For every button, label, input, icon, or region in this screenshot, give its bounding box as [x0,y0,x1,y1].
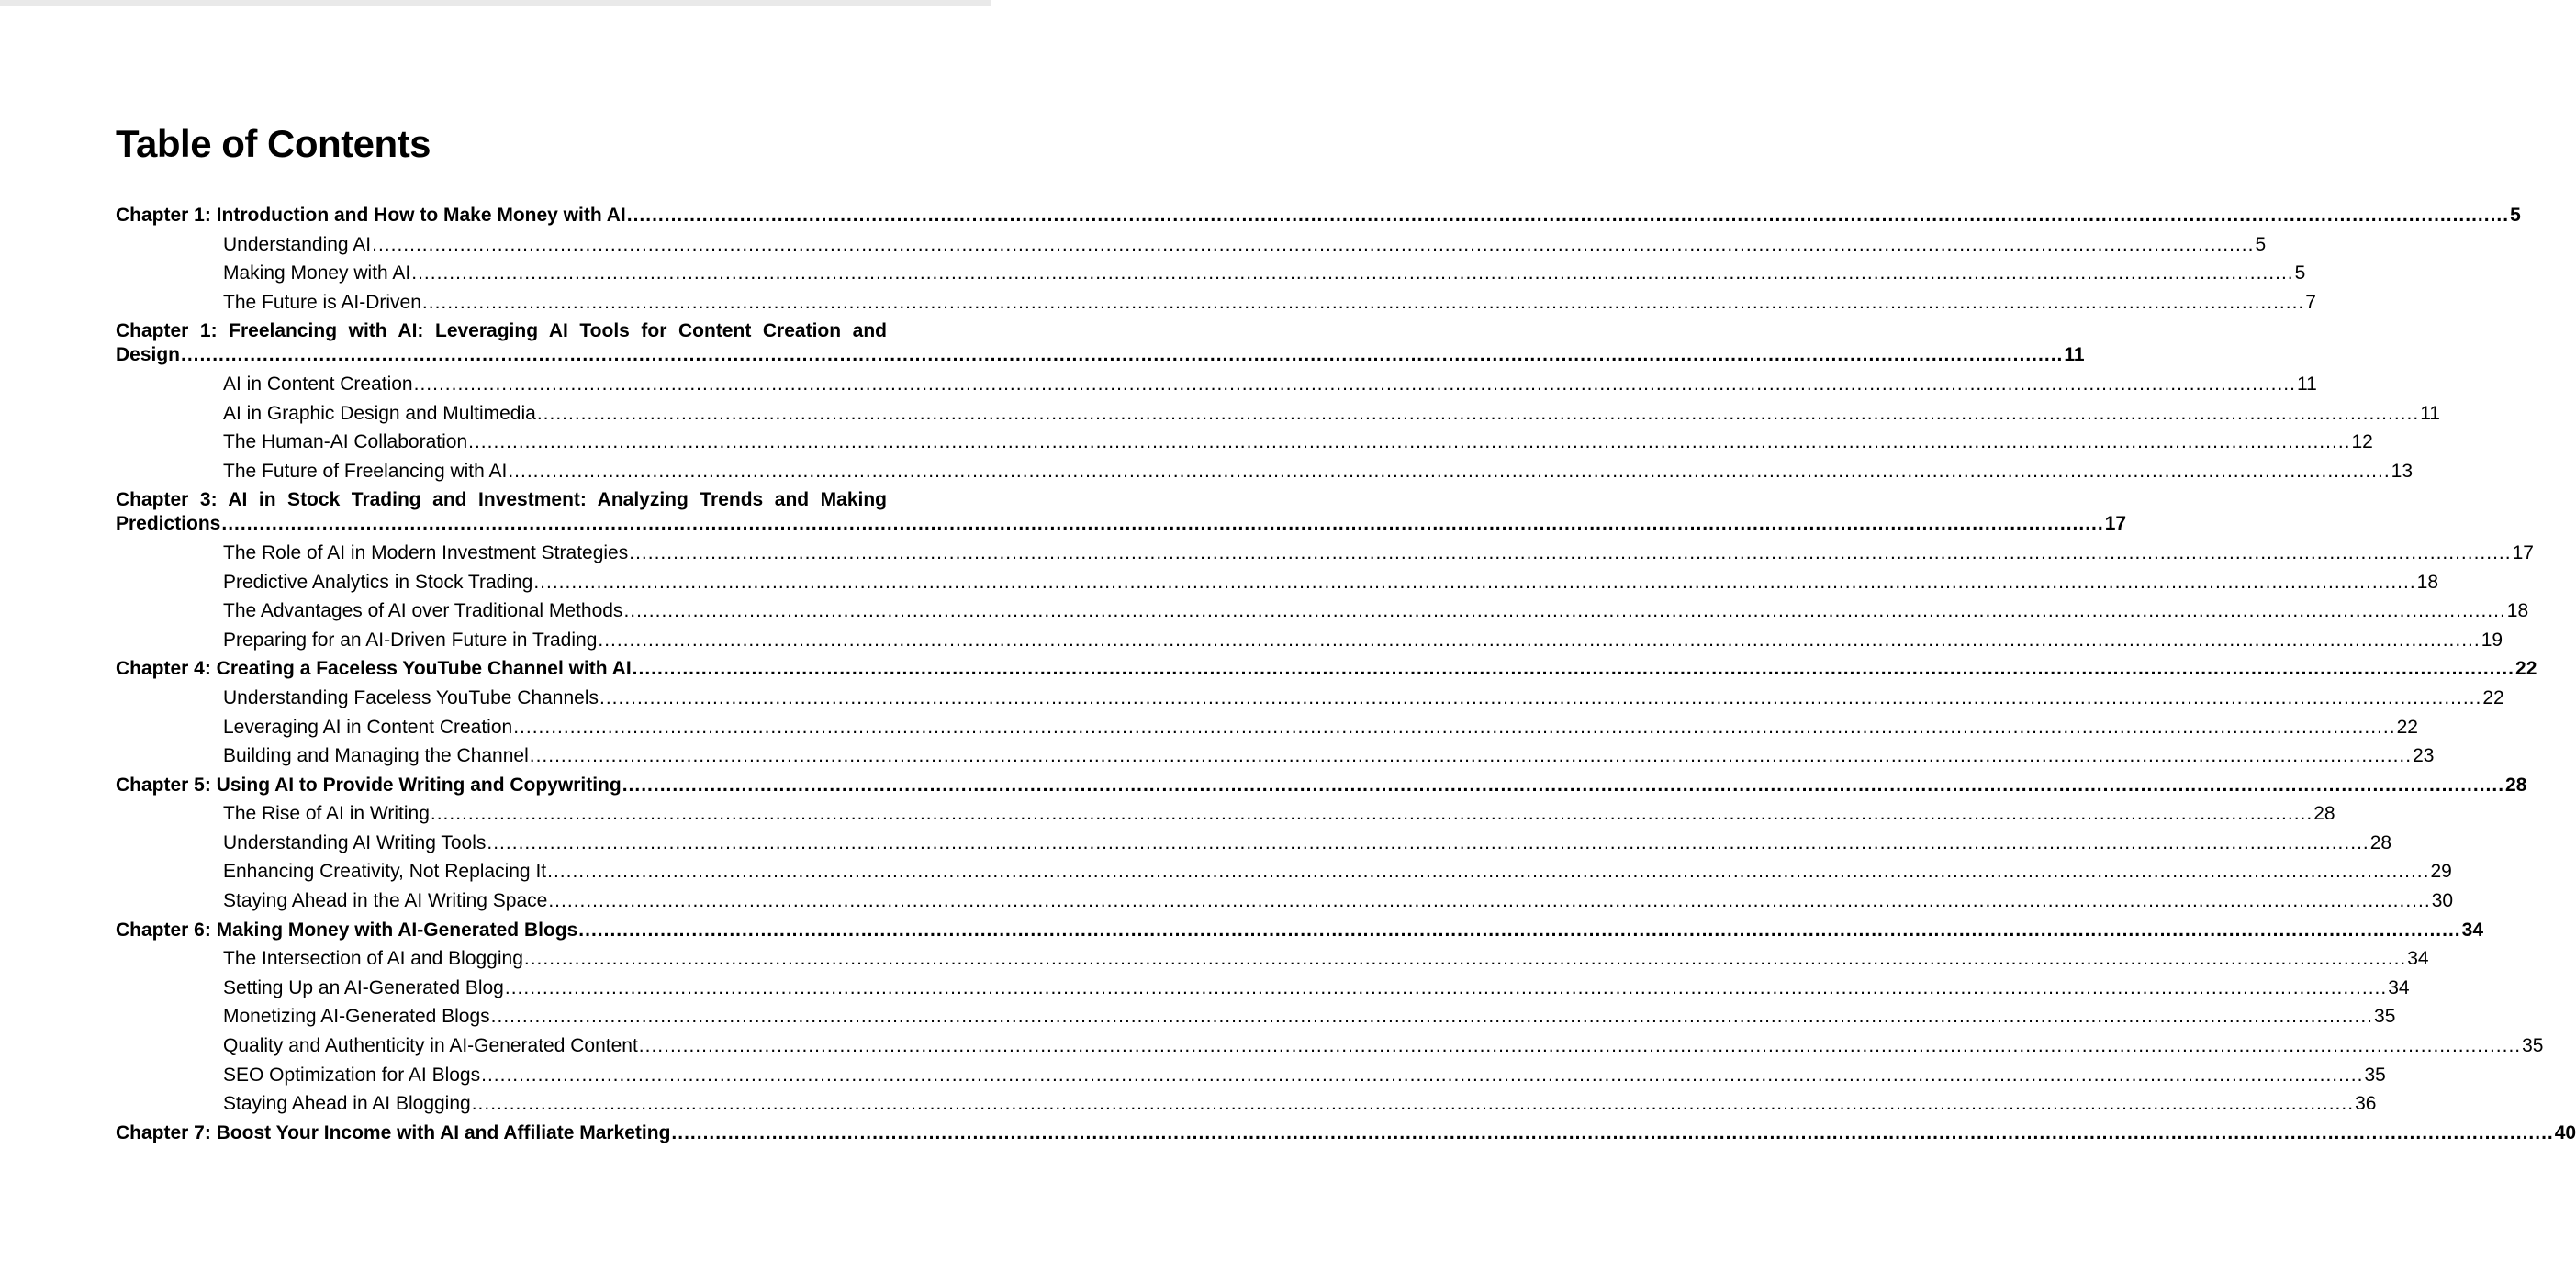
page-number: 17 [2512,541,2534,563]
chapter-title: Chapter 6: Making Money with AI-Generated Blogs [116,919,578,941]
section-title: Making Money with AI [223,262,411,284]
section-title: Leveraging AI in Content Creation [223,716,513,738]
dot-leader: ............................................................................................................................................................................................................................................................................................................ [471,1093,2355,1115]
dot-leader: ............................................................................................................................................................................................................................................................................................................ [413,373,2296,395]
page-number: 35 [2364,1064,2386,1086]
toc-section-entry[interactable] [223,886,2454,916]
dot-leader: ............................................................................................................................................................................................................................................................................................................ [181,344,2064,366]
dot-leader: ............................................................................................................................................................................................................................................................................................................ [468,431,2351,453]
dot-leader: ............................................................................................................................................................................................................................................................................................................ [421,291,2305,313]
chapter-title: Chapter 1: Introduction and How to Make Money with AI [116,205,626,226]
dot-leader: ............................................................................................................................................................................................................................................................................................................ [626,205,2510,226]
page-number: 13 [2391,460,2414,482]
toc-section-entry[interactable] [223,829,2392,858]
page-number: 22 [2515,658,2537,680]
page-number: 12 [2351,431,2373,453]
page-number: 40 [2554,1121,2576,1143]
dot-leader: ............................................................................................................................................................................................................................................................................................................ [623,600,2506,622]
page-number: 5 [2294,262,2306,284]
dot-leader: ............................................................................................................................................................................................................................................................................................................ [638,1035,2522,1057]
dot-leader: ............................................................................................................................................................................................................................................................................................................ [599,686,2482,708]
section-title: Setting Up an AI-Generated Blog [223,976,504,998]
dot-leader: ............................................................................................................................................................................................................................................................................................................ [529,745,2413,767]
dot-leader: ............................................................................................................................................................................................................................................................................................................ [487,831,2369,853]
page-title: Table of Contents [116,122,431,165]
page-number: 23 [2413,745,2435,767]
page-number: 34 [2388,976,2410,998]
chapter-title-line-2: Predictions [116,513,221,535]
toc-section-entry[interactable] [223,1061,2386,1090]
dot-leader: ............................................................................................................................................................................................................................................................................................................ [671,1121,2554,1143]
page-number: 22 [2482,686,2504,708]
dot-leader: ............................................................................................................................................................................................................................................................................................................ [523,948,2407,970]
page-number: 22 [2396,716,2418,738]
dot-leader: ............................................................................................................................................................................................................................................................................................................ [629,541,2512,563]
dot-leader: ............................................................................................................................................................................................................................................................................................................ [533,571,2416,593]
page-number: 11 [2064,344,2085,366]
toc-section-entry[interactable] [223,974,2410,1003]
page-number: 7 [2305,291,2316,313]
dot-leader: ............................................................................................................................................................................................................................................................................................................ [490,1006,2374,1028]
dot-leader: ............................................................................................................................................................................................................................................................................................................ [508,460,2391,482]
section-title: The Rise of AI in Writing [223,803,430,825]
page-number: 19 [2481,629,2503,651]
dot-leader: ............................................................................................................................................................................................................................................................................................................ [578,919,2461,941]
dot-leader: ............................................................................................................................................................................................................................................................................................................ [372,233,2255,255]
toc-section-entry[interactable] [223,684,2504,713]
chapter-title: Chapter 7: Boost Your Income with AI and Affiliate Marketing [116,1121,671,1143]
page-number: 35 [2522,1035,2544,1057]
chapter-title: Chapter 4: Creating a Faceless YouTube Channel with AI [116,658,632,680]
toc-chapter-entry[interactable] [116,654,2537,684]
page-number: 18 [2506,600,2529,622]
toc-section-entry[interactable] [223,944,2429,974]
section-title: The Intersection of AI and Blogging [223,948,523,970]
dot-leader: ............................................................................................................................................................................................................................................................................................................ [411,262,2294,284]
page-number: 28 [2313,803,2335,825]
section-title: Quality and Authenticity in AI-Generated Content [223,1035,638,1057]
page-number: 34 [2461,919,2483,941]
section-title: The Human-AI Collaboration [223,431,468,453]
section-title: Understanding AI Writing Tools [223,831,487,853]
section-title: Preparing for an AI-Driven Future in Trading [223,629,598,651]
toc-section-entry[interactable] [223,596,2529,626]
toc-chapter-entry[interactable] [116,317,2085,370]
toc-section-entry[interactable] [223,857,2452,886]
dot-leader: ............................................................................................................................................................................................................................................................................................................ [430,803,2313,825]
dot-leader: ............................................................................................................................................................................................................................................................................................................ [481,1064,2364,1086]
dot-leader: ............................................................................................................................................................................................................................................................................................................ [504,976,2388,998]
section-title: Predictive Analytics in Stock Trading [223,571,533,593]
toc-section-entry[interactable] [223,539,2534,568]
dot-leader: ............................................................................................................................................................................................................................................................................................................ [622,774,2505,796]
table-of-contents [116,201,2576,1147]
dot-leader: ............................................................................................................................................................................................................................................................................................................ [548,890,2431,912]
chapter-title-line-1: Chapter 1: Freelancing with AI: Leveraging AI Tools for Content Creation and [116,320,887,342]
toc-section-entry[interactable] [223,713,2418,742]
toc-section-entry[interactable] [223,370,2317,399]
section-title: The Future is AI-Driven [223,291,421,313]
dot-leader: ............................................................................................................................................................................................................................................................................................................ [632,658,2515,680]
section-title: The Role of AI in Modern Investment Strategies [223,541,629,563]
page-number: 5 [2510,205,2521,226]
page-number: 36 [2355,1093,2377,1115]
section-title: Understanding Faceless YouTube Channels [223,686,599,708]
page-number: 5 [2255,233,2267,255]
toc-section-entry[interactable] [223,288,2316,318]
section-title: Staying Ahead in the AI Writing Space [223,890,548,912]
toc-section-entry[interactable] [223,1031,2544,1061]
page-number: 28 [2505,774,2527,796]
page-number: 17 [2104,513,2127,535]
toc-chapter-entry[interactable] [116,771,2527,800]
page-number: 18 [2416,571,2439,593]
toc-section-entry[interactable] [223,457,2414,486]
section-title: The Future of Freelancing with AI [223,460,508,482]
toc-section-entry[interactable] [223,259,2306,288]
section-title: SEO Optimization for AI Blogs [223,1064,481,1086]
page-number: 28 [2369,831,2392,853]
dot-leader: ............................................................................................................................................................................................................................................................................................................ [513,716,2396,738]
toc-section-entry[interactable] [223,428,2373,457]
dot-leader: ............................................................................................................................................................................................................................................................................................................ [547,861,2430,883]
page-number: 29 [2430,861,2452,883]
dot-leader: ............................................................................................................................................................................................................................................................................................................ [598,629,2481,651]
section-title: Monetizing AI-Generated Blogs [223,1006,490,1028]
toc-chapter-entry[interactable] [116,201,2521,230]
page-number: 11 [2420,402,2440,424]
chapter-title: Chapter 5: Using AI to Provide Writing and Copywriting [116,774,622,796]
page-number: 30 [2431,890,2454,912]
chapter-title-line-2: Design [116,344,181,366]
page-number: 11 [2296,373,2317,395]
section-title: The Advantages of AI over Traditional Methods [223,600,623,622]
dot-leader: ............................................................................................................................................................................................................................................................................................................ [221,513,2104,535]
toc-section-entry[interactable] [223,230,2267,260]
toc-section-entry[interactable] [223,1002,2396,1031]
page-number: 35 [2374,1006,2396,1028]
toc-section-entry[interactable] [223,626,2503,655]
section-title: AI in Graphic Design and Multimedia [223,402,536,424]
section-title: Staying Ahead in AI Blogging [223,1093,471,1115]
dot-leader: ............................................................................................................................................................................................................................................................................................................ [536,402,2420,424]
toc-chapter-entry[interactable] [116,916,2483,945]
toc-section-entry[interactable] [223,568,2439,597]
chapter-title-line-1: Chapter 3: AI in Stock Trading and Investment: Analyzing Trends and Making [116,489,887,511]
toc-section-entry[interactable] [223,1089,2377,1119]
section-title: Enhancing Creativity, Not Replacing It [223,861,547,883]
toc-chapter-entry[interactable] [116,485,2127,539]
page-number: 34 [2407,948,2429,970]
section-title: AI in Content Creation [223,373,413,395]
toc-section-entry[interactable] [223,741,2435,771]
section-title: Building and Managing the Channel [223,745,529,767]
toc-section-entry[interactable] [223,399,2440,429]
toc-chapter-entry[interactable] [116,1119,2576,1148]
toc-section-entry[interactable] [223,799,2335,829]
section-title: Understanding AI [223,233,372,255]
